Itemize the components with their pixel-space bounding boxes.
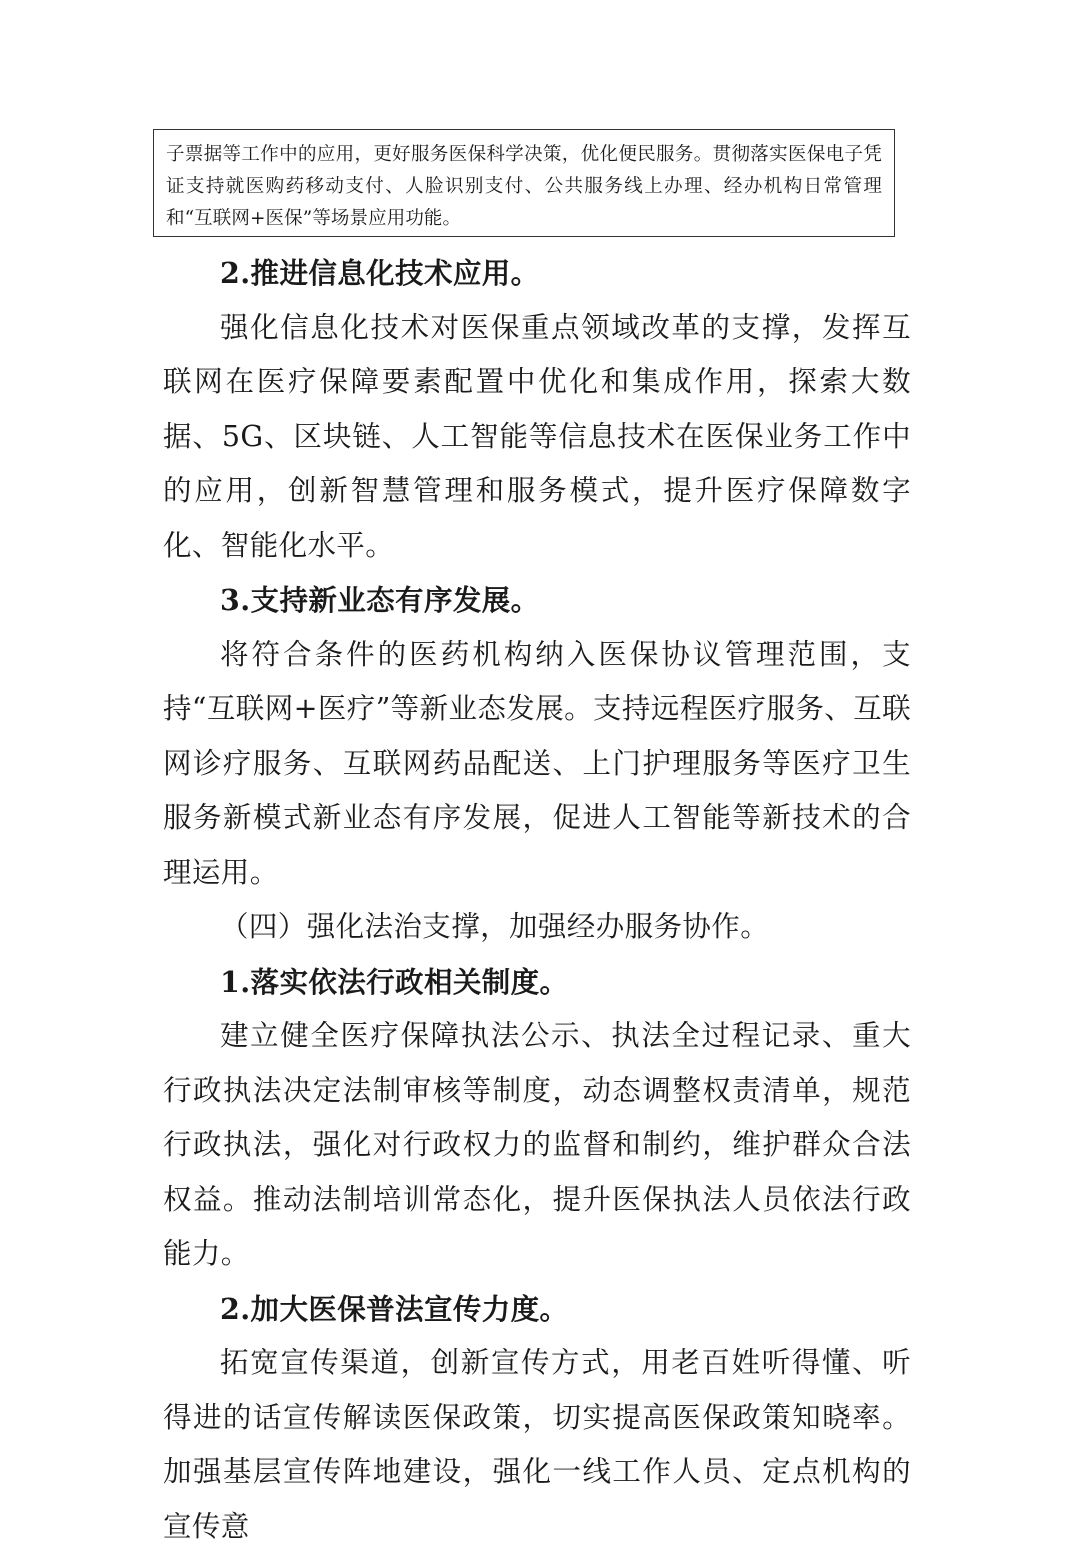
paragraph-law-publicity: 拓宽宣传渠道，创新宣传方式，用老百姓听得懂、听得进的话宣传解读医保政策，切实提高医保政策知晓率。加强基层宣传阵地建设，强化一线工作人员、定点机构的宣传意 [163, 1346, 911, 1543]
heading-lawful-administration: 1.落实依法行政相关制度。 [220, 964, 569, 999]
document-body [163, 246, 911, 1554]
heading-support-new-formats: 3.支持新业态有序发展。 [220, 583, 540, 617]
paragraph-it-application: 强化信息化技术对医保重点领域改革的支撑，发挥互联网在医疗保障要素配置中优化和集成作用，探索大数据、5G、区块链、人工智能等信息技术在医保业务工作中的应用，创新智慧管理和服务模式，提升医疗保障数字化、智能化水平。 [163, 310, 911, 562]
paragraph-new-formats: 将符合条件的医药机构纳入医保协议管理范围，支持“互联网+医疗”等新业态发展。支持远程医疗服务、互联网诊疗服务、互联网药品配送、上门护理服务等医疗卫生服务新模式新业态有序发展，促进人工智能等新技术的合理运用。 [163, 637, 911, 889]
heading-promote-it-application: 2.推进信息化技术应用。 [220, 256, 540, 290]
paragraph-lawful-administration: 建立健全医疗保障执法公示、执法全过程记录、重大行政执法决定法制审核等制度，动态调整权责清单，规范行政执法，强化对行政权力的监督和制约，维护群众合法权益。推动法制培训常态化，提升医保执法人员依法行政能力。 [163, 1019, 911, 1270]
section-title-rule-of-law: （四）强化法治支撑，加强经办服务协作。 [220, 910, 770, 943]
heading-law-publicity: 2.加大医保普法宣传力度。 [220, 1291, 569, 1326]
boxed-note: 子票据等工作中的应用，更好服务医保科学决策，优化便民服务。贯彻落实医保电子凭证支持就医购药移动支付、人脸识别支付、公共服务线上办理、经办机构日常管理和“互联网+医保”等场景应用功能。 [153, 129, 895, 237]
